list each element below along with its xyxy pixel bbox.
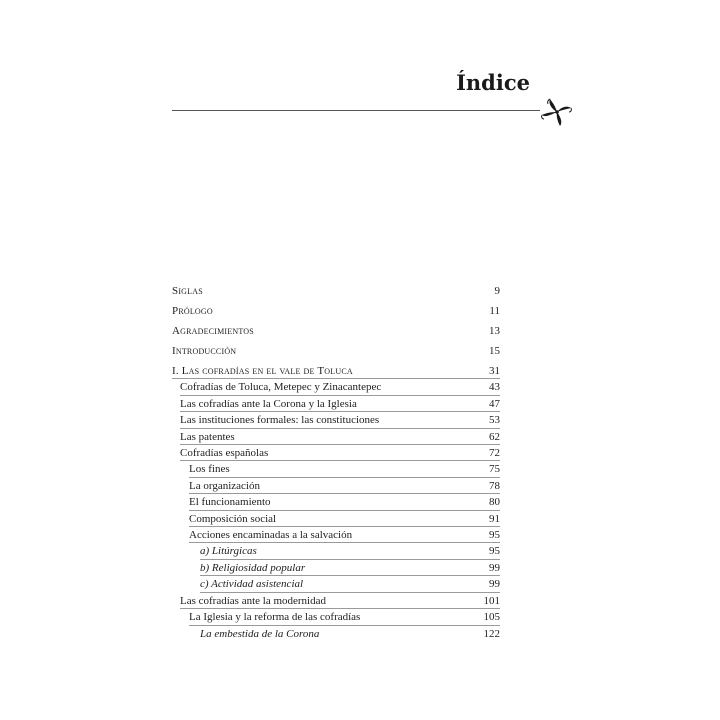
toc-entry-label: El funcionamiento: [189, 496, 271, 509]
toc-entry-page: 101: [483, 594, 500, 607]
toc-entry: [172, 576, 500, 592]
toc-entry: [172, 396, 500, 412]
toc-entry-page: 53: [489, 414, 500, 427]
toc-entry-label: c) Actividad asistencial: [200, 578, 304, 591]
toc-entry-page: 11: [489, 305, 500, 317]
toc-entry-label: La embestida de la Corona: [200, 627, 320, 640]
toc-entry-page: 91: [489, 512, 500, 525]
toc-entry-page: 78: [489, 479, 500, 492]
toc-entry: [172, 478, 500, 494]
toc-entry-page: 47: [489, 397, 500, 410]
toc-entry-label: Las cofradías ante la modernidad: [180, 594, 326, 607]
toc-entry: [172, 412, 500, 428]
toc-entry-page: 95: [489, 545, 500, 558]
toc-entry-label: Las cofradías ante la Corona y la Iglesia: [180, 397, 357, 410]
page-title: Índice: [456, 70, 530, 95]
toc-entry-label: a) Litúrgicas: [200, 545, 257, 558]
toc-entry-label: Cofradías españolas: [180, 447, 269, 460]
toc-entry: [172, 303, 500, 319]
toc-entry-label: Acciones encaminadas a la salvación: [189, 529, 353, 542]
toc-entry-page: 72: [489, 447, 500, 460]
toc-entry: [172, 343, 500, 359]
toc-entry-page: 62: [489, 430, 500, 443]
toc-entry-label: Agradecimientos: [172, 325, 254, 337]
toc-entry-label: Cofradías de Toluca, Metepec y Zinacantepec: [180, 381, 382, 394]
toc-entry-label: Siglas: [172, 285, 203, 297]
toc-entry: [172, 323, 500, 339]
toc-entry: [172, 363, 500, 379]
toc-entry: [172, 445, 500, 461]
toc-entry-page: 9: [494, 285, 500, 297]
toc-entry-page: 15: [489, 345, 500, 357]
toc-entry-page: 105: [483, 611, 500, 624]
toc-entry-label: I. Las cofradías en el vale de Toluca: [172, 365, 353, 377]
toc-entry: [172, 527, 500, 543]
toc-entry: [172, 494, 500, 510]
toc-entry-page: 99: [489, 578, 500, 591]
toc-entry-label: Composición social: [189, 512, 277, 525]
toc-entry: [172, 609, 500, 625]
toc-entry: [172, 461, 500, 477]
title-rule: [172, 110, 540, 111]
toc-entry: [172, 560, 500, 576]
toc-entry-label: Los fines: [189, 463, 230, 476]
fleuron-ornament-icon: [540, 96, 574, 128]
toc-entry: [172, 429, 500, 445]
toc-entry: [172, 593, 500, 609]
table-of-contents: [172, 283, 500, 642]
toc-entry-label: Introducción: [172, 345, 237, 357]
toc-entry-page: 99: [489, 561, 500, 574]
toc-entry: [172, 511, 500, 527]
toc-entry-label: La organización: [189, 479, 260, 492]
toc-entry-page: 80: [489, 496, 500, 509]
toc-entry: [172, 626, 500, 642]
toc-entry: [172, 543, 500, 559]
toc-entry-label: Las patentes: [180, 430, 235, 443]
toc-entry-page: 43: [489, 381, 500, 394]
toc-entry-page: 95: [489, 529, 500, 542]
toc-entry-label: Las instituciones formales: las constituciones: [180, 414, 380, 427]
toc-entry-label: b) Religiosidad popular: [200, 561, 306, 574]
toc-entry: [172, 283, 500, 299]
toc-entry-page: 31: [489, 365, 500, 377]
toc-entry-page: 13: [489, 325, 500, 337]
toc-entry-label: Prólogo: [172, 305, 213, 317]
toc-entry-page: 75: [489, 463, 500, 476]
toc-entry: [172, 379, 500, 395]
toc-entry-page: 122: [483, 627, 500, 640]
toc-entry-label: La Iglesia y la reforma de las cofradías: [189, 611, 361, 624]
